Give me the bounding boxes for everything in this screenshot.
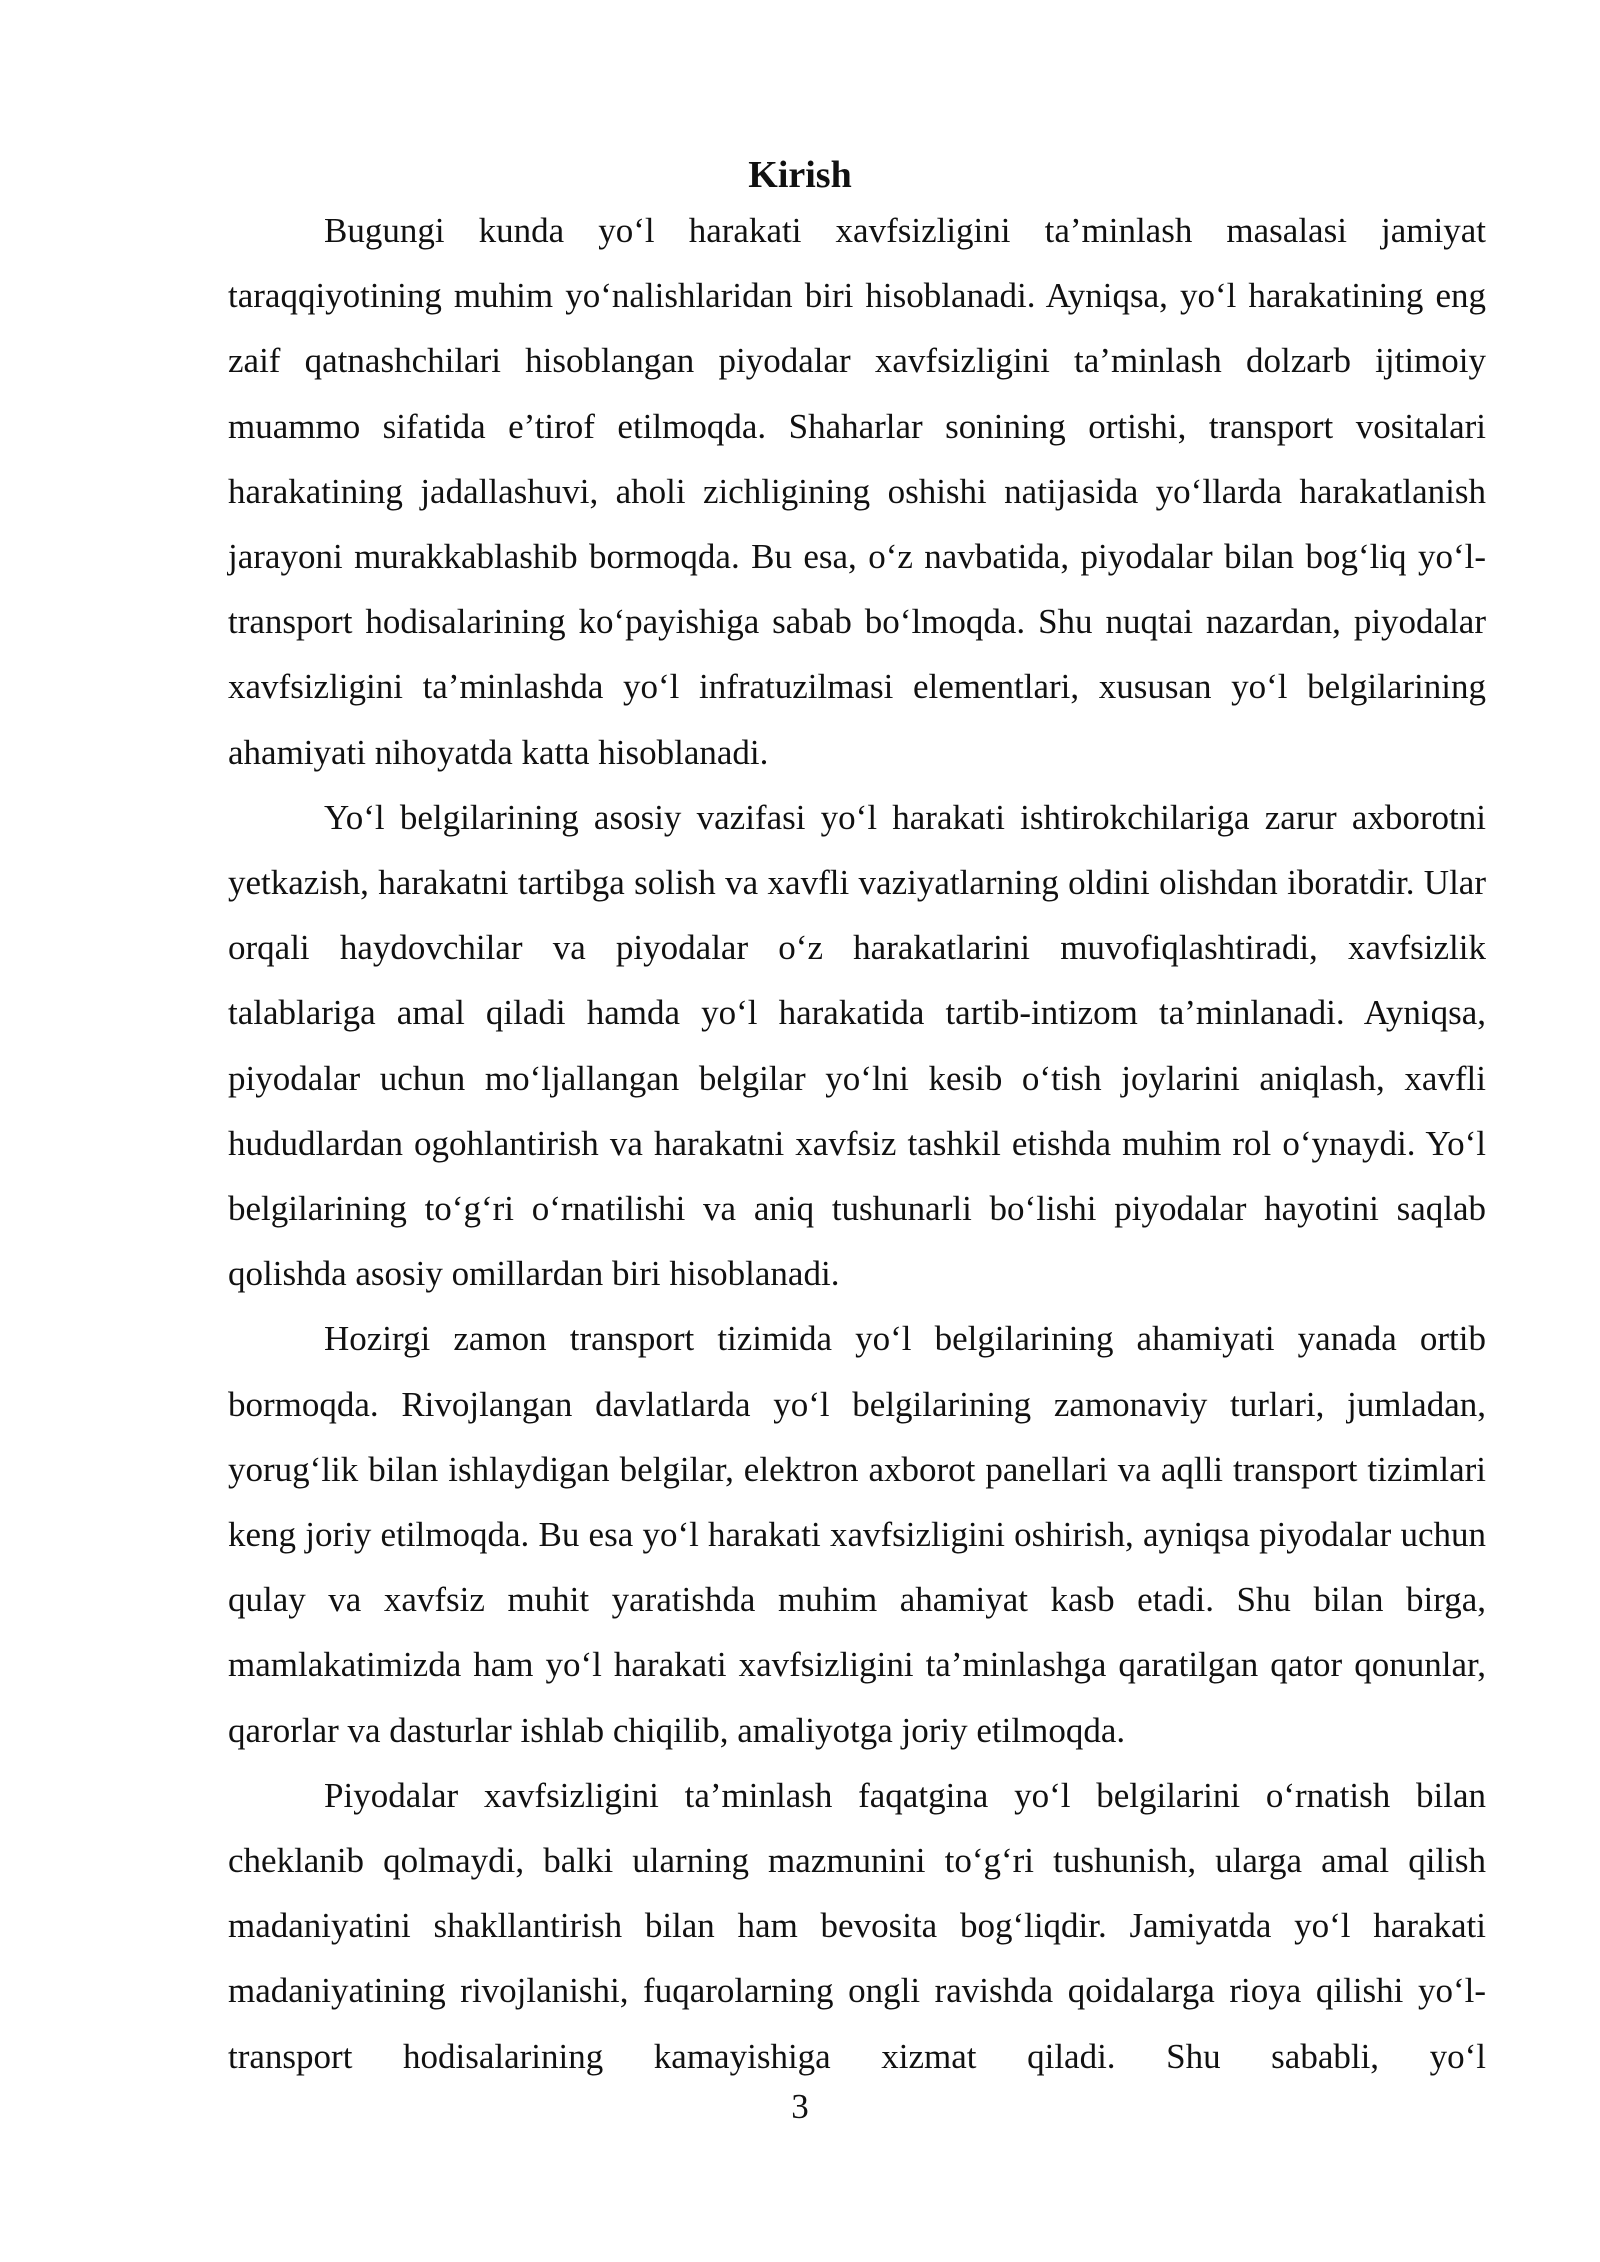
paragraph-4: Piyodalar xavfsizligini ta’minlash faqatgina yo‘l belgilarini o‘rnatish bilan cheklanib qolmaydi, balki ularning mazmunini to‘g‘ri tushunish, ularga amal qilish madaniyatini shakllantirish bilan ham bevosita bog‘liqdir. Jamiyatda yo‘l harakati madaniyatining rivojlanishi, fuqarolarning ongli ravishda qoidalarga rioya qilishi yo‘l-transport hodisalarining kamayishiga xizmat qiladi. Shu sababli, yo‘l [228,1775,1486,2076]
paragraph-3: Hozirgi zamon transport tizimida yo‘l belgilarining ahamiyati yanada ortib bormoqda. Rivojlangan davlatlarda yo‘l belgilarining zamonaviy turlari, jumladan, yorug‘lik bilan ishlaydigan belgilar, elektron axborot panellari va aqlli transport tizimlari keng joriy etilmoqda. Bu esa yo‘l harakati xavfsizligini oshirish, ayniqsa piyodalar uchun qulay va xavfsiz muhit yaratishda muhim ahamiyat kasb etadi. Shu bilan birga, mamlakatimizda ham yo‘l harakati xavfsizligini ta’minlashga qaratilgan qator qonunlar, qarorlar va dasturlar ishlab chiqilib, amaliyotga joriy etilmoqda. [228,1319,1486,1750]
paragraph-1: Bugungi kunda yo‘l harakati xavfsizligini ta’minlash masalasi jamiyat taraqqiyotining muhim yo‘nalishlaridan biri hisoblanadi. Ayniqsa, yo‘l harakatining eng zaif qatnashchilari hisoblangan piyodalar xavfsizligini ta’minlash dolzarb ijtimoiy muammo sifatida e’tirof etilmoqda. Shaharlar sonining ortishi, transport vositalari harakatining jadallashuvi, aholi zichligining oshishi natijasida yo‘llarda harakatlanish jarayoni murakkablashib bormoqda. Bu esa, o‘z navbatida, piyodalar bilan bog‘liq yo‘l-transport hodisalarining ko‘payishiga sabab bo‘lmoqda. Shu nuqtai nazardan, piyodalar xavfsizligini ta’minlashda yo‘l infratuzilmasi elementlari, xususan yo‘l belgilarining ahamiyati nihoyatda katta hisoblanadi. [228,211,1486,772]
document-body [228,198,1486,2089]
page-title: Kirish [748,154,852,196]
paragraph-2: Yo‘l belgilarining asosiy vazifasi yo‘l harakati ishtirokchilariga zarur axborotni yetkazish, harakatni tartibga solish va xavfli vaziyatlarning oldini olishdan iboratdir. Ular orqali haydovchilar va piyodalar o‘z harakatlarini muvofiqlashtiradi, xavfsizlik talablariga amal qiladi hamda yo‘l harakatida tartib-intizom ta’minlanadi. Ayniqsa, piyodalar uchun mo‘ljallangan belgilar yo‘lni kesib o‘tish joylarini aniqlash, xavfli hududlardan ogohlantirish va harakatni xavfsiz tashkil etishda muhim rol o‘ynaydi. Yo‘l belgilarining to‘g‘ri o‘rnatilishi va aniq tushunarli bo‘lishi piyodalar hayotini saqlab qolishda asosiy omillardan biri hisoblanadi. [228,797,1486,1294]
page-number: 3 [791,2087,809,2126]
